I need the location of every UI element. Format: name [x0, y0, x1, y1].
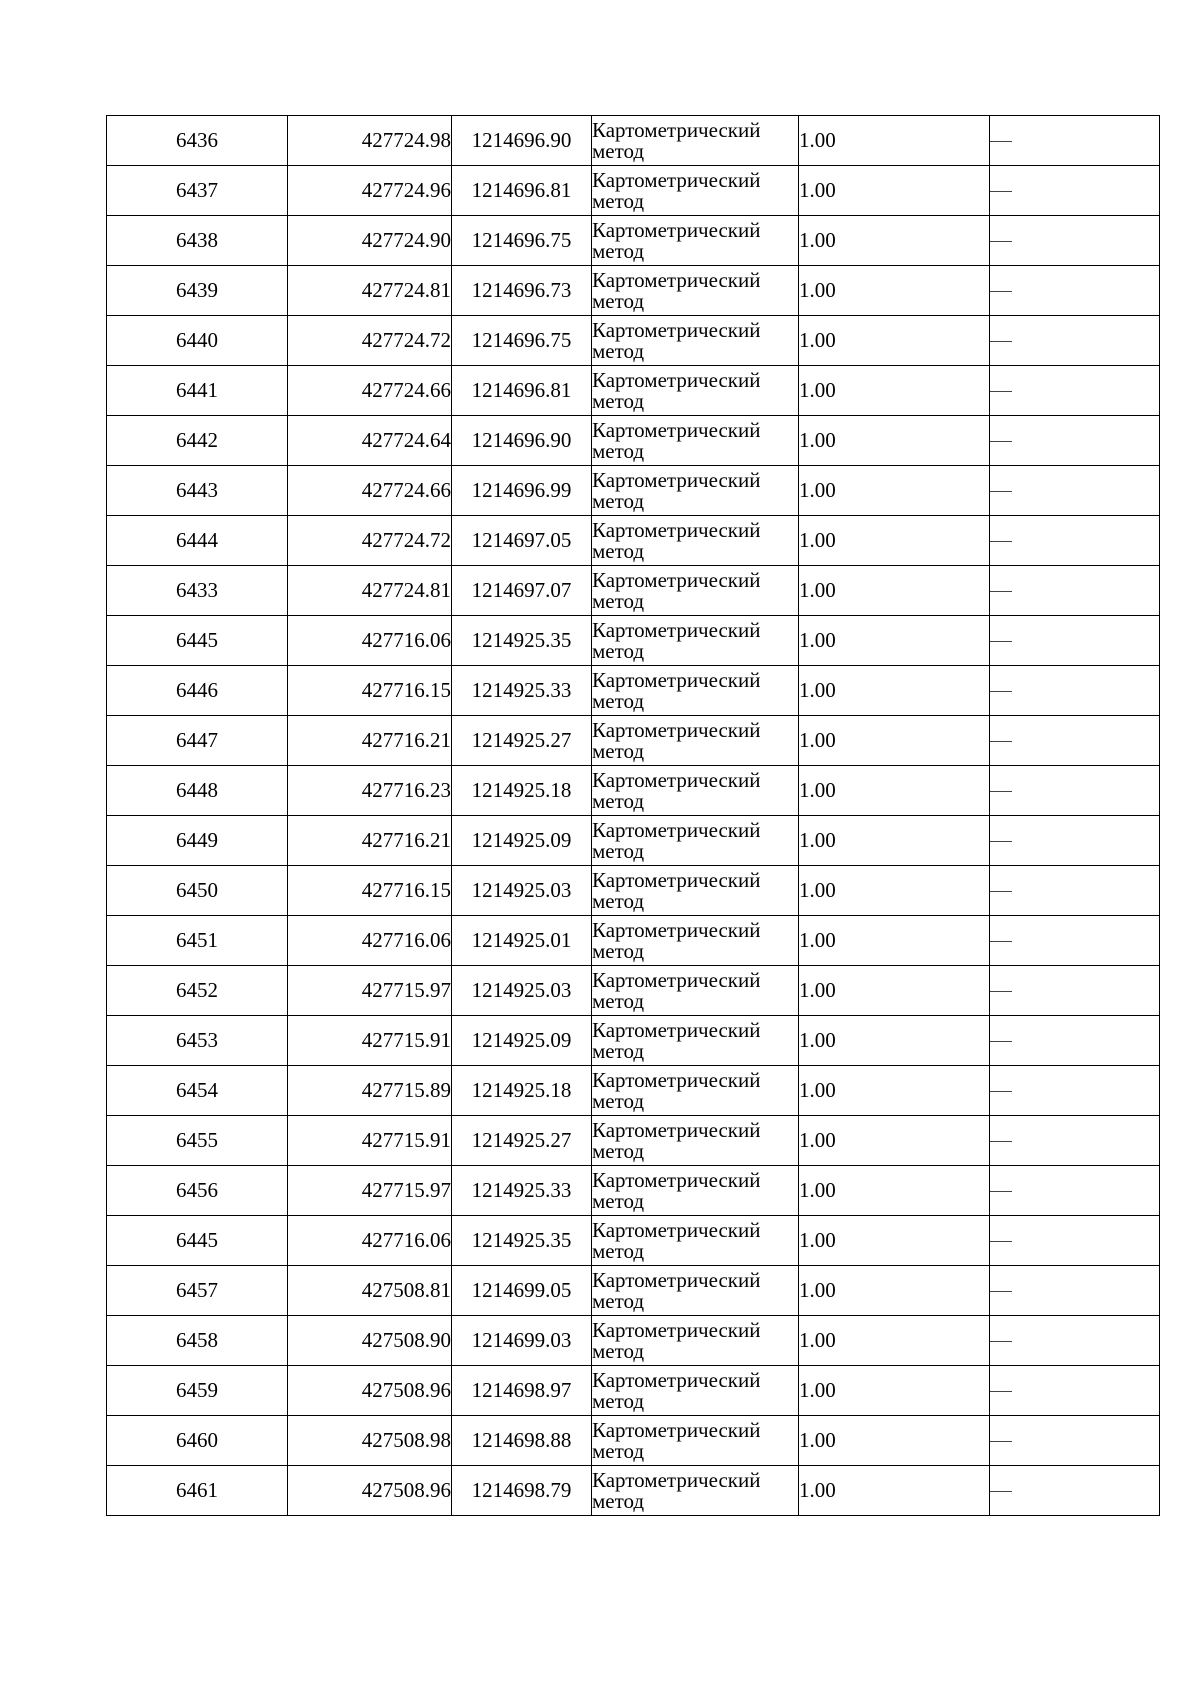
accuracy-cell: 1.00	[799, 716, 990, 766]
point-number-cell: 6456	[107, 1166, 288, 1216]
description-cell	[990, 966, 1160, 1016]
point-number-cell: 6443	[107, 466, 288, 516]
description-text	[1012, 980, 1013, 981]
x-coordinate-cell: 427508.98	[288, 1416, 452, 1466]
table-row	[107, 1116, 1160, 1166]
point-number-cell: 6457	[107, 1266, 288, 1316]
description-text	[1012, 930, 1013, 931]
x-coordinate-cell: 427724.90	[288, 216, 452, 266]
accuracy-cell: 1.00	[799, 966, 990, 1016]
method-cell: Картометрический метод	[592, 1466, 799, 1516]
method-cell: Картометрический метод	[592, 716, 799, 766]
table-row	[107, 566, 1160, 616]
description-cell	[990, 216, 1160, 266]
dash-mark	[990, 391, 1012, 392]
description-text	[1012, 830, 1013, 831]
y-coordinate-cell: 1214696.90	[452, 416, 592, 466]
dash-mark	[990, 741, 1012, 742]
table-row	[107, 666, 1160, 716]
x-coordinate-cell: 427715.89	[288, 1066, 452, 1116]
description-text	[1012, 730, 1013, 731]
y-coordinate-cell: 1214925.09	[452, 816, 592, 866]
method-cell: Картометрический метод	[592, 466, 799, 516]
description-cell	[990, 1116, 1160, 1166]
accuracy-cell: 1.00	[799, 166, 990, 216]
description-cell	[990, 766, 1160, 816]
method-cell: Картометрический метод	[592, 366, 799, 416]
x-coordinate-cell: 427716.06	[288, 1216, 452, 1266]
x-coordinate-cell: 427716.06	[288, 916, 452, 966]
accuracy-cell: 1.00	[799, 1466, 990, 1516]
description-text	[1012, 1030, 1013, 1031]
description-text	[1012, 180, 1013, 181]
x-coordinate-cell: 427724.66	[288, 366, 452, 416]
description-text	[1012, 330, 1013, 331]
dash-mark	[990, 1241, 1012, 1242]
accuracy-cell: 1.00	[799, 1166, 990, 1216]
description-text	[1012, 530, 1013, 531]
accuracy-cell: 1.00	[799, 466, 990, 516]
table-row	[107, 516, 1160, 566]
x-coordinate-cell: 427716.23	[288, 766, 452, 816]
table-row	[107, 966, 1160, 1016]
description-text	[1012, 130, 1013, 131]
description-text	[1012, 880, 1013, 881]
point-number-cell: 6450	[107, 866, 288, 916]
y-coordinate-cell: 1214696.81	[452, 366, 592, 416]
point-number-cell: 6444	[107, 516, 288, 566]
description-cell	[990, 1366, 1160, 1416]
method-cell: Картометрический метод	[592, 1266, 799, 1316]
description-text	[1012, 1130, 1013, 1131]
dash-mark	[990, 241, 1012, 242]
table-row	[107, 366, 1160, 416]
y-coordinate-cell: 1214925.18	[452, 1066, 592, 1116]
x-coordinate-cell: 427715.91	[288, 1116, 452, 1166]
method-cell: Картометрический метод	[592, 216, 799, 266]
point-number-cell: 6458	[107, 1316, 288, 1366]
description-text	[1012, 430, 1013, 431]
point-number-cell: 6454	[107, 1066, 288, 1116]
y-coordinate-cell: 1214925.03	[452, 966, 592, 1016]
dash-mark	[990, 1141, 1012, 1142]
description-cell	[990, 1016, 1160, 1066]
x-coordinate-cell: 427716.21	[288, 716, 452, 766]
method-cell: Картометрический метод	[592, 166, 799, 216]
description-cell	[990, 616, 1160, 666]
point-number-cell: 6446	[107, 666, 288, 716]
y-coordinate-cell: 1214698.79	[452, 1466, 592, 1516]
method-cell: Картометрический метод	[592, 866, 799, 916]
x-coordinate-cell: 427724.72	[288, 516, 452, 566]
table-row	[107, 1016, 1160, 1066]
point-number-cell: 6461	[107, 1466, 288, 1516]
description-text	[1012, 630, 1013, 631]
method-cell: Картометрический метод	[592, 1016, 799, 1066]
table-row	[107, 216, 1160, 266]
dash-mark	[990, 441, 1012, 442]
dash-mark	[990, 341, 1012, 342]
accuracy-cell: 1.00	[799, 916, 990, 966]
y-coordinate-cell: 1214696.75	[452, 216, 592, 266]
dash-mark	[990, 1391, 1012, 1392]
y-coordinate-cell: 1214925.27	[452, 716, 592, 766]
dash-mark	[990, 1441, 1012, 1442]
accuracy-cell: 1.00	[799, 1316, 990, 1366]
table-row	[107, 1466, 1160, 1516]
table-row	[107, 916, 1160, 966]
description-text	[1012, 230, 1013, 231]
method-cell: Картометрический метод	[592, 766, 799, 816]
y-coordinate-cell: 1214697.07	[452, 566, 592, 616]
point-number-cell: 6436	[107, 116, 288, 166]
coordinates-table	[106, 115, 1160, 1516]
y-coordinate-cell: 1214696.75	[452, 316, 592, 366]
accuracy-cell: 1.00	[799, 1266, 990, 1316]
point-number-cell: 6459	[107, 1366, 288, 1416]
y-coordinate-cell: 1214699.03	[452, 1316, 592, 1366]
point-number-cell: 6449	[107, 816, 288, 866]
dash-mark	[990, 1491, 1012, 1492]
description-text	[1012, 1230, 1013, 1231]
x-coordinate-cell: 427716.21	[288, 816, 452, 866]
y-coordinate-cell: 1214696.81	[452, 166, 592, 216]
accuracy-cell: 1.00	[799, 116, 990, 166]
x-coordinate-cell: 427716.15	[288, 866, 452, 916]
point-number-cell: 6455	[107, 1116, 288, 1166]
table-row	[107, 416, 1160, 466]
y-coordinate-cell: 1214925.27	[452, 1116, 592, 1166]
y-coordinate-cell: 1214697.05	[452, 516, 592, 566]
point-number-cell: 6441	[107, 366, 288, 416]
description-text	[1012, 1430, 1013, 1431]
y-coordinate-cell: 1214696.90	[452, 116, 592, 166]
description-text	[1012, 1330, 1013, 1331]
y-coordinate-cell: 1214925.09	[452, 1016, 592, 1066]
dash-mark	[990, 1191, 1012, 1192]
description-cell	[990, 866, 1160, 916]
x-coordinate-cell: 427715.97	[288, 966, 452, 1016]
dash-mark	[990, 1291, 1012, 1292]
description-cell	[990, 1266, 1160, 1316]
point-number-cell: 6439	[107, 266, 288, 316]
description-text	[1012, 1180, 1013, 1181]
x-coordinate-cell: 427508.96	[288, 1466, 452, 1516]
method-cell: Картометрический метод	[592, 266, 799, 316]
x-coordinate-cell: 427724.96	[288, 166, 452, 216]
description-cell	[990, 116, 1160, 166]
description-text	[1012, 780, 1013, 781]
description-cell	[990, 416, 1160, 466]
accuracy-cell: 1.00	[799, 616, 990, 666]
x-coordinate-cell: 427724.66	[288, 466, 452, 516]
accuracy-cell: 1.00	[799, 1066, 990, 1116]
y-coordinate-cell: 1214925.01	[452, 916, 592, 966]
dash-mark	[990, 541, 1012, 542]
table-row	[107, 1416, 1160, 1466]
accuracy-cell: 1.00	[799, 816, 990, 866]
description-cell	[990, 716, 1160, 766]
description-cell	[990, 816, 1160, 866]
x-coordinate-cell: 427724.64	[288, 416, 452, 466]
x-coordinate-cell: 427724.98	[288, 116, 452, 166]
point-number-cell: 6440	[107, 316, 288, 366]
method-cell: Картометрический метод	[592, 1416, 799, 1466]
y-coordinate-cell: 1214925.33	[452, 666, 592, 716]
method-cell: Картометрический метод	[592, 916, 799, 966]
accuracy-cell: 1.00	[799, 1216, 990, 1266]
dash-mark	[990, 691, 1012, 692]
description-text	[1012, 1480, 1013, 1481]
method-cell: Картометрический метод	[592, 116, 799, 166]
description-text	[1012, 480, 1013, 481]
point-number-cell: 6438	[107, 216, 288, 266]
accuracy-cell: 1.00	[799, 366, 990, 416]
accuracy-cell: 1.00	[799, 516, 990, 566]
description-cell	[990, 1316, 1160, 1366]
x-coordinate-cell: 427716.15	[288, 666, 452, 716]
x-coordinate-cell: 427716.06	[288, 616, 452, 666]
description-cell	[990, 316, 1160, 366]
y-coordinate-cell: 1214696.73	[452, 266, 592, 316]
method-cell: Картометрический метод	[592, 1116, 799, 1166]
description-cell	[990, 916, 1160, 966]
table-row	[107, 266, 1160, 316]
table-row	[107, 1266, 1160, 1316]
description-cell	[990, 1216, 1160, 1266]
x-coordinate-cell: 427724.72	[288, 316, 452, 366]
accuracy-cell: 1.00	[799, 1366, 990, 1416]
method-cell: Картометрический метод	[592, 666, 799, 716]
description-cell	[990, 666, 1160, 716]
point-number-cell: 6453	[107, 1016, 288, 1066]
method-cell: Картометрический метод	[592, 1216, 799, 1266]
accuracy-cell: 1.00	[799, 666, 990, 716]
y-coordinate-cell: 1214925.18	[452, 766, 592, 816]
y-coordinate-cell: 1214699.05	[452, 1266, 592, 1316]
accuracy-cell: 1.00	[799, 866, 990, 916]
y-coordinate-cell: 1214925.03	[452, 866, 592, 916]
y-coordinate-cell: 1214925.35	[452, 1216, 592, 1266]
method-cell: Картометрический метод	[592, 1366, 799, 1416]
point-number-cell: 6445	[107, 1216, 288, 1266]
y-coordinate-cell: 1214925.35	[452, 616, 592, 666]
table-row	[107, 716, 1160, 766]
description-text	[1012, 380, 1013, 381]
description-cell	[990, 1166, 1160, 1216]
point-number-cell: 6460	[107, 1416, 288, 1466]
table-row	[107, 1066, 1160, 1116]
accuracy-cell: 1.00	[799, 216, 990, 266]
description-text	[1012, 580, 1013, 581]
table-row	[107, 1166, 1160, 1216]
dash-mark	[990, 1041, 1012, 1042]
method-cell: Картометрический метод	[592, 416, 799, 466]
x-coordinate-cell: 427508.81	[288, 1266, 452, 1316]
method-cell: Картометрический метод	[592, 616, 799, 666]
dash-mark	[990, 941, 1012, 942]
method-cell: Картометрический метод	[592, 816, 799, 866]
table-row	[107, 1216, 1160, 1266]
y-coordinate-cell: 1214696.99	[452, 466, 592, 516]
description-cell	[990, 366, 1160, 416]
description-cell	[990, 266, 1160, 316]
dash-mark	[990, 141, 1012, 142]
dash-mark	[990, 291, 1012, 292]
dash-mark	[990, 841, 1012, 842]
description-cell	[990, 466, 1160, 516]
y-coordinate-cell: 1214925.33	[452, 1166, 592, 1216]
accuracy-cell: 1.00	[799, 266, 990, 316]
description-cell	[990, 1416, 1160, 1466]
y-coordinate-cell: 1214698.97	[452, 1366, 592, 1416]
x-coordinate-cell: 427724.81	[288, 566, 452, 616]
x-coordinate-cell: 427715.91	[288, 1016, 452, 1066]
description-text	[1012, 1380, 1013, 1381]
accuracy-cell: 1.00	[799, 416, 990, 466]
table-row	[107, 466, 1160, 516]
description-cell	[990, 1066, 1160, 1116]
description-cell	[990, 566, 1160, 616]
description-text	[1012, 680, 1013, 681]
x-coordinate-cell: 427715.97	[288, 1166, 452, 1216]
point-number-cell: 6445	[107, 616, 288, 666]
x-coordinate-cell: 427724.81	[288, 266, 452, 316]
method-cell: Картометрический метод	[592, 1166, 799, 1216]
description-cell	[990, 516, 1160, 566]
method-cell: Картометрический метод	[592, 566, 799, 616]
table-row	[107, 766, 1160, 816]
accuracy-cell: 1.00	[799, 766, 990, 816]
point-number-cell: 6433	[107, 566, 288, 616]
table-row	[107, 166, 1160, 216]
table-row	[107, 816, 1160, 866]
description-cell	[990, 1466, 1160, 1516]
y-coordinate-cell: 1214698.88	[452, 1416, 592, 1466]
dash-mark	[990, 1341, 1012, 1342]
dash-mark	[990, 1091, 1012, 1092]
point-number-cell: 6442	[107, 416, 288, 466]
dash-mark	[990, 491, 1012, 492]
description-cell	[990, 166, 1160, 216]
point-number-cell: 6447	[107, 716, 288, 766]
point-number-cell: 6452	[107, 966, 288, 1016]
description-text	[1012, 280, 1013, 281]
point-number-cell: 6451	[107, 916, 288, 966]
table-row	[107, 116, 1160, 166]
point-number-cell: 6448	[107, 766, 288, 816]
x-coordinate-cell: 427508.90	[288, 1316, 452, 1366]
table-row	[107, 1366, 1160, 1416]
dash-mark	[990, 991, 1012, 992]
dash-mark	[990, 641, 1012, 642]
accuracy-cell: 1.00	[799, 1416, 990, 1466]
method-cell: Картометрический метод	[592, 316, 799, 366]
table-row	[107, 1316, 1160, 1366]
method-cell: Картометрический метод	[592, 1066, 799, 1116]
table-row	[107, 316, 1160, 366]
method-cell: Картометрический метод	[592, 966, 799, 1016]
dash-mark	[990, 191, 1012, 192]
description-text	[1012, 1080, 1013, 1081]
table-row	[107, 866, 1160, 916]
point-number-cell: 6437	[107, 166, 288, 216]
accuracy-cell: 1.00	[799, 316, 990, 366]
coordinates-table-body	[107, 116, 1160, 1516]
method-cell: Картометрический метод	[592, 516, 799, 566]
dash-mark	[990, 791, 1012, 792]
table-row	[107, 616, 1160, 666]
accuracy-cell: 1.00	[799, 1116, 990, 1166]
method-cell: Картометрический метод	[592, 1316, 799, 1366]
accuracy-cell: 1.00	[799, 1016, 990, 1066]
dash-mark	[990, 591, 1012, 592]
x-coordinate-cell: 427508.96	[288, 1366, 452, 1416]
description-text	[1012, 1280, 1013, 1281]
dash-mark	[990, 891, 1012, 892]
accuracy-cell: 1.00	[799, 566, 990, 616]
